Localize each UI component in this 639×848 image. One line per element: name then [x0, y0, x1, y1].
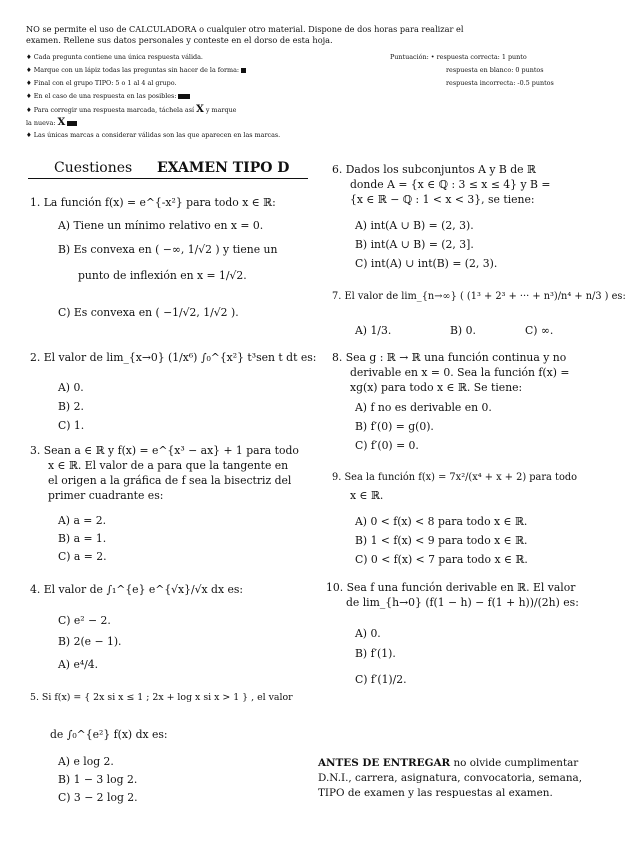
q2-option-c[interactable]: C) 1. — [58, 419, 85, 432]
q9-option-a[interactable]: A) 0 < f(x) < 8 para todo x ∈ ℝ. — [355, 515, 528, 528]
rule-6: la nueva: X — [26, 117, 77, 129]
q6-option-b[interactable]: B) int(A ∪ B) = (2, 3]. — [355, 238, 474, 251]
q2-stem: 2. El valor de lim_{x→0} (1/x⁶) ∫₀^{x²} t³sen t dt es: — [30, 351, 317, 364]
rule-1: ♦ Cada pregunta contiene una única respuesta válida. — [26, 53, 203, 61]
intro-line-2: examen. Rellene sus datos personales y conteste en el dorso de esta hoja. — [26, 35, 333, 45]
footer-note: ANTES DE ENTREGAR no olvide cumplimentar D.N.I., carrera, asignatura, convocatoria, semana, TIPO de examen y las respuestas al examen. — [318, 757, 583, 799]
q4-option-a[interactable]: C) e² − 2. — [58, 614, 111, 627]
q9-stem: 9. Sea la función f(x) = 7x²/(x⁴ + x + 2) para todo — [332, 472, 578, 483]
header-rule — [28, 178, 308, 179]
q1-option-c[interactable]: C) Es convexa en ( −1/√2, 1/√2 ). — [58, 306, 239, 319]
q1-option-a[interactable]: A) Tiene un mínimo relativo en x = 0. — [58, 219, 264, 232]
scoring-blank: respuesta en blanco: 0 puntos — [446, 66, 544, 74]
q7-option-b[interactable]: B) 0. — [450, 324, 476, 337]
q10-option-a[interactable]: A) 0. — [355, 627, 381, 640]
q9-stem-2: x ∈ ℝ. — [350, 489, 384, 502]
q8-option-c[interactable]: C) f′(0) = 0. — [355, 439, 419, 452]
q5-stem-2: de ∫₀^{e²} f(x) dx es: — [50, 728, 168, 741]
intro-line-1: NO se permite el uso de CALCULADORA o cualquier otro material. Dispone de dos horas para realizar el — [26, 24, 464, 34]
q1-option-b-cont: punto de inflexión en x = 1/√2. — [78, 269, 247, 282]
q3-option-a[interactable]: A) a = 2. — [58, 514, 107, 527]
rule-7: ♦ Las únicas marcas a considerar válidas son las que aparecen en las marcas. — [26, 131, 281, 139]
q2-option-a[interactable]: A) 0. — [58, 381, 84, 394]
q4-option-b[interactable]: B) 2(e − 1). — [58, 635, 122, 648]
q6-option-c[interactable]: C) int(A) ∪ int(B) = (2, 3). — [355, 257, 498, 270]
rule-2: ♦ Marque con un lápiz todas las preguntas sin hacer de la forma: — [26, 65, 246, 76]
rule-3: ♦ Final con el grupo TIPO: 5 o 1 al 4 al grupo. — [26, 79, 177, 87]
q9-option-c[interactable]: C) 0 < f(x) < 7 para todo x ∈ ℝ. — [355, 553, 528, 566]
q6-option-a[interactable]: A) int(A ∪ B) = (2, 3). — [355, 219, 474, 232]
q7-stem: 7. El valor de lim_{n→∞} ( (1³ + 2³ + ··· + n³)/n⁴ + n/3 ) es: — [332, 291, 626, 302]
q4-option-c[interactable]: A) e⁴/4. — [58, 658, 99, 671]
q5-option-b[interactable]: B) 1 − 3 log 2. — [58, 773, 138, 786]
q7-option-c[interactable]: C) ∞. — [525, 324, 554, 337]
scoring-title: Puntuación: • respuesta correcta: 1 punto — [390, 53, 527, 61]
double-mark-icon — [178, 94, 190, 99]
q5-option-c[interactable]: C) 3 − 2 log 2. — [58, 791, 138, 804]
q3-option-c[interactable]: C) a = 2. — [58, 550, 107, 563]
q4-stem: 4. El valor de ∫₁^{e} e^{√x}/√x dx es: — [30, 583, 244, 596]
q5-option-a[interactable]: A) e log 2. — [58, 755, 114, 768]
q2-option-b[interactable]: B) 2. — [58, 400, 84, 413]
q10-stem: 10. Sea f una función derivable en ℝ. El valor de lim_{h→0} (f(1 − h) − f(1 + h))/(2h) es: — [326, 581, 579, 609]
q10-option-c[interactable]: C) f′(1)/2. — [355, 673, 407, 686]
q1-option-b[interactable]: B) Es convexa en ( −∞, 1/√2 ) y tiene un — [58, 243, 278, 256]
q6-stem: 6. Dados los subconjuntos A y B de ℝ donde A = {x ∈ ℚ : 3 ≤ x ≤ 4} y B = {x ∈ ℝ − ℚ : 1 < x < 3}, se tiene: — [332, 163, 551, 206]
footer-lead: ANTES DE ENTREGAR — [318, 757, 451, 769]
q7-option-a[interactable]: A) 1/3. — [355, 324, 392, 337]
cross-mark-icon: X — [196, 104, 204, 115]
q5-stem-1: 5. Si f(x) = { 2x si x ≤ 1 ; 2x + log x si x > 1 } , el valor — [30, 692, 293, 703]
rule-4: ♦ En el caso de una respuesta en las posibles: — [26, 91, 190, 102]
filled-mark-icon — [241, 68, 246, 73]
q3-stem: 3. Sean a ∈ ℝ y f(x) = e^{x³ − ax} + 1 para todo x ∈ ℝ. El valor de a para que la tangente en el origen a la gráfica de f sea la bisectriz del primer cuadrante es: — [30, 444, 299, 502]
q9-option-b[interactable]: B) 1 < f(x) < 9 para todo x ∈ ℝ. — [355, 534, 528, 547]
q8-stem: 8. Sea g : ℝ → ℝ una función continua y no derivable en x = 0. Sea la función f(x) = xg(x) para todo x ∈ ℝ. Se tiene: — [332, 351, 570, 394]
q3-option-b[interactable]: B) a = 1. — [58, 532, 107, 545]
q8-option-b[interactable]: B) f′(0) = g(0). — [355, 420, 434, 433]
scoring-wrong: respuesta incorrecta: -0.5 puntos — [446, 79, 554, 87]
q10-option-b[interactable]: B) f′(1). — [355, 647, 396, 660]
header-left: Cuestiones — [54, 160, 133, 176]
header-title: EXAMEN TIPO D — [157, 160, 290, 176]
q1-stem: 1. La función f(x) = e^{-x²} para todo x ∈ ℝ: — [30, 196, 276, 209]
intro — [26, 24, 616, 46]
q8-option-a[interactable]: A) f no es derivable en 0. — [355, 401, 492, 414]
new-mark-icon — [67, 121, 77, 126]
rule-5: ♦ Para corregir una respuesta marcada, táchela así X y marque — [26, 104, 237, 115]
cross-mark-new-icon: X — [57, 117, 66, 128]
